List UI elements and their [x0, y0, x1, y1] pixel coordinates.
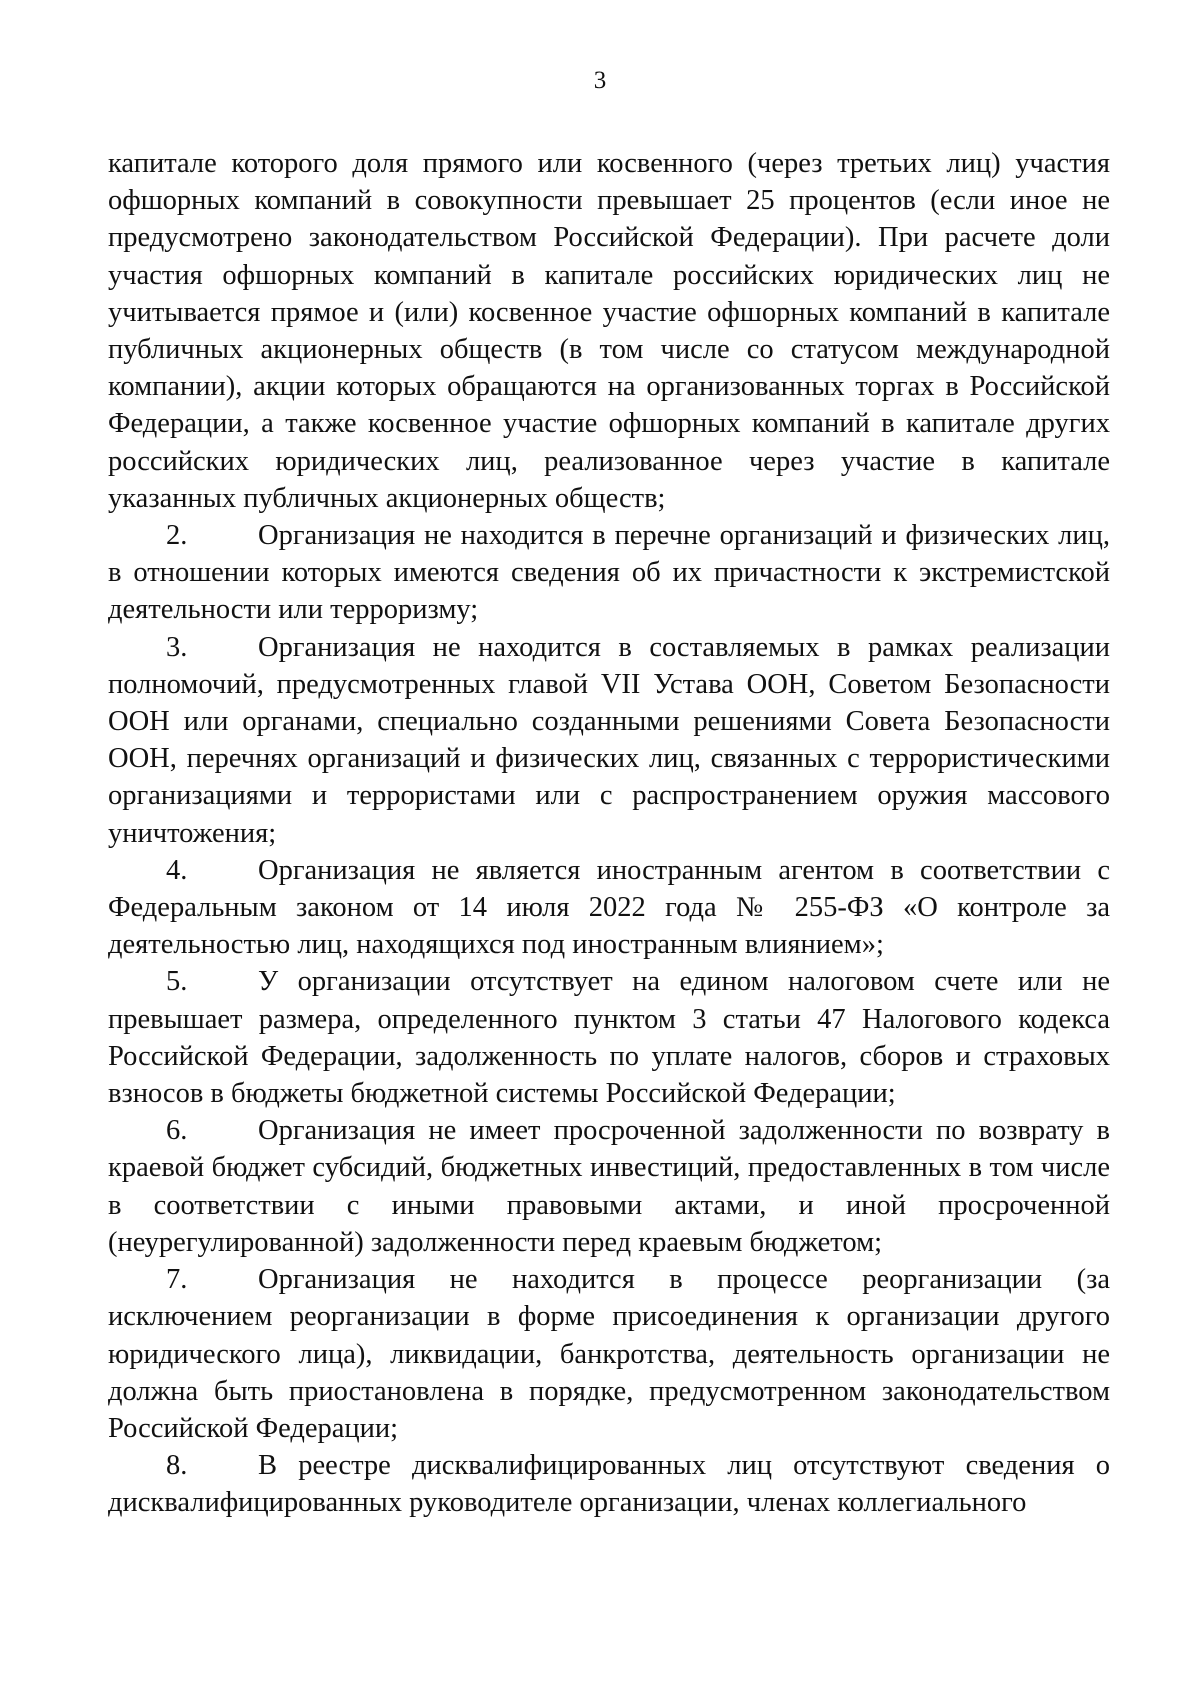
item-text: У организации отсутствует на едином налоговом счете или не превышает размера, определенного пунктом 3 статьи 47 Налогового кодекса Российской Федерации, задолженность по уплате налогов, сборов и страховых взносов в бюджеты бюджетной системы Российской Федерации;	[108, 966, 1110, 1110]
page-number: 3	[593, 67, 607, 94]
list-item-7	[108, 1261, 1110, 1447]
document-body	[108, 145, 1110, 1522]
item-text: Организация не является иностранным агентом в соответствии с Федеральным законом от 14 июля 2022 года № 255-ФЗ «О контроле за деятельностью лиц, находящихся под иностранным влиянием»;	[108, 854, 1110, 961]
item-number: 2.	[166, 520, 188, 552]
list-item-2	[108, 517, 1110, 629]
list-item-5	[108, 963, 1110, 1112]
item-number: 6.	[166, 1115, 188, 1147]
item-number: 4.	[166, 854, 188, 886]
item-text: Организация не находится в перечне организаций и физических лиц, в отношении которых имеются сведения об их причастности к экстремистской деятельности или терроризму;	[108, 520, 1110, 626]
item-text: Организация не находится в составляемых в рамках реализации полномочий, предусмотренных главой VII Устава ООН, Советом Безопасности ООН или органами, специально созданными решениями Совета Безопасности ООН, перечнях организаций и физических лиц, связанных с террористическими организациями и террористами или с распространением оружия массового уничтожения;	[108, 631, 1110, 849]
item-text: Организация не имеет просроченной задолженности по возврату в краевой бюджет субсидий, бюджетных инвестиций, предоставленных в том числе в соответствии с иными правовыми актами, и иной просроченной (неурегулированной) задолженности перед краевым бюджетом;	[108, 1115, 1110, 1258]
continuation-paragraph: капитале которого доля прямого или косвенного (через третьих лиц) участия офшорных компаний в совокупности превышает 25 процентов (если иное не предусмотрено законодательством Российской Федерации). При расчете доли участия офшорных компаний в капитале российских юридических лиц не учитывается прямое и (или) косвенное участие офшорных компаний в капитале публичных акционерных обществ (в том числе со статусом международной компании), акции которых обращаются на организованных торгах в Российской Федерации, а также косвенное участие офшорных компаний в капитале других российских юридических лиц, реализованное через участие в капитале указанных публичных акционерных обществ;	[108, 148, 1110, 514]
list-item-6	[108, 1112, 1110, 1261]
item-text: В реестре дисквалифицированных лиц отсутствуют сведения о дисквалифицированных руководителе организации, членах коллегиального	[108, 1450, 1110, 1519]
list-item-4	[108, 852, 1110, 964]
item-number: 3.	[166, 631, 188, 663]
item-text: Организация не находится в процессе реорганизации (за исключением реорганизации в форме присоединения к организации другого юридического лица), ликвидации, банкротства, деятельность организации не должна быть приостановлена в порядке, предусмотренном законодательством Российской Федерации;	[108, 1264, 1110, 1444]
item-number: 7.	[166, 1264, 188, 1296]
list-item-8	[108, 1447, 1110, 1521]
list-item-3	[108, 629, 1110, 852]
item-number: 8.	[166, 1450, 188, 1482]
item-number: 5.	[166, 966, 188, 998]
